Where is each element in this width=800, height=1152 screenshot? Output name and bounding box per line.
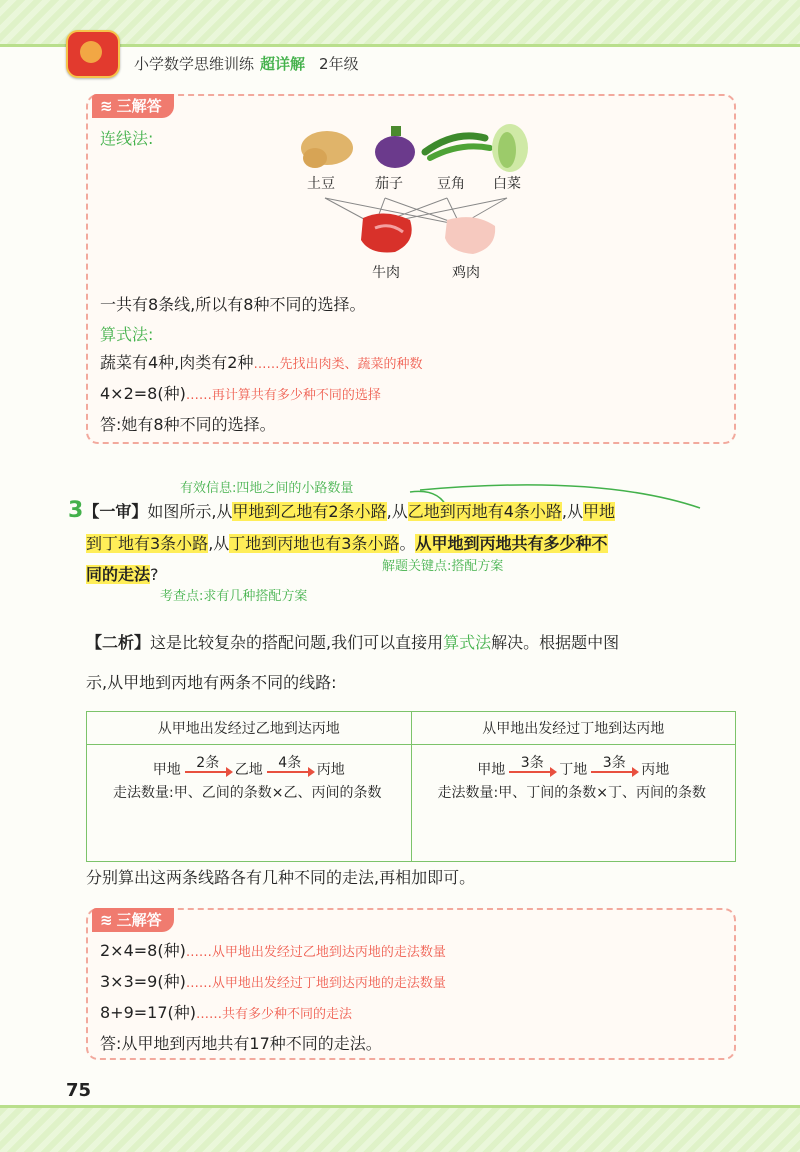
problem-number: 3 — [68, 498, 84, 523]
answer-badge: ≋ 三解答 — [92, 908, 174, 932]
review-tag: 【一审】 — [83, 502, 148, 521]
footer-band — [0, 1105, 800, 1152]
annotation-info: 有效信息:四地之间的小路数量 — [180, 481, 354, 496]
route-cell-1: 甲地 2条 乙地 4条 丙地 走法数量:甲、乙间的条数×乙、丙间的条数 — [87, 745, 412, 862]
problem-line-2: 到丁地有3条小路,从丁地到丙地也有3条小路。从甲地到丙地共有多少种不 — [86, 534, 608, 553]
annotation-key: 解题关键点:搭配方案 — [382, 559, 504, 574]
step2-line: 4×2=8(种)……再计算共有多少种不同的选择 — [100, 384, 381, 403]
wave-icon: ≋ — [100, 97, 113, 115]
cabbage-image — [492, 124, 528, 172]
wave-icon: ≋ — [100, 911, 113, 929]
problem-line-3: 同的走法? — [86, 565, 159, 584]
answer2-final: 答:从甲地到丙地共有17种不同的走法。 — [100, 1034, 382, 1053]
grade-label: 2年级 — [319, 55, 359, 73]
step1-line: 蔬菜有4种,肉类有2种……先找出肉类、蔬菜的种数 — [100, 353, 423, 372]
beef-image — [361, 213, 412, 252]
veg-label-potato: 土豆 — [307, 176, 335, 192]
answer1-line: 答:她有8种不同的选择。 — [100, 415, 276, 434]
arrow-icon: 4条 — [267, 755, 313, 779]
answer-badge: ≋ 三解答 — [92, 94, 174, 118]
problem-line-1: 3【一审】如图所示,从甲地到乙地有2条小路,从乙地到丙地有4条小路,从甲地 — [68, 498, 615, 523]
book-title: 小学数学思维训练 — [134, 55, 255, 73]
veg-label-eggplant: 茄子 — [375, 176, 403, 192]
eggplant-image — [375, 126, 415, 168]
route-header-2: 从甲地出发经过丁地到达丙地 — [411, 712, 736, 745]
book-accent: 超详解 — [260, 55, 306, 73]
arrow-icon: 3条 — [509, 755, 555, 779]
answer2-step3: 8+9=17(种)……共有多少种不同的走法 — [100, 1003, 353, 1022]
summary-line: 一共有8条线,所以有8种不同的选择。 — [100, 295, 366, 314]
route-method-1: 走法数量:甲、乙间的条数×乙、丙间的条数 — [113, 785, 382, 801]
veg-label-cabbage: 白菜 — [493, 176, 521, 192]
analysis-line-2: 示,从甲地到丙地有两条不同的线路: — [86, 673, 337, 692]
step2-note: ……再计算共有多少种不同的选择 — [185, 388, 381, 403]
annotation-exam: 考查点:求有几种搭配方案 — [160, 589, 308, 604]
analysis-tag: 【二析】 — [86, 633, 151, 652]
route-cell-2: 甲地 3条 丁地 3条 丙地 走法数量:甲、丁间的条数×丁、丙间的条数 — [411, 745, 736, 862]
arrow-icon: 2条 — [185, 755, 231, 779]
step1-note: ……先找出肉类、蔬菜的种数 — [253, 357, 423, 372]
potato-image — [301, 131, 353, 168]
analysis-conclusion: 分别算出这两条线路各有几种不同的走法,再相加即可。 — [86, 868, 476, 887]
chicken-image — [445, 217, 495, 254]
analysis-line-1: 【二析】这是比较复杂的搭配问题,我们可以直接用算式法解决。根据题中图 — [86, 633, 620, 652]
bean-image — [425, 136, 490, 158]
page-number: 75 — [66, 1080, 92, 1101]
method1-label: 连线法: — [100, 129, 154, 148]
food-matching-diagram — [285, 120, 545, 290]
veg-label-bean: 豆角 — [437, 176, 465, 192]
meat-label-beef: 牛肉 — [372, 265, 400, 281]
route-method-2: 走法数量:甲、丁间的条数×丁、丙间的条数 — [437, 785, 706, 801]
arrow-icon: 3条 — [591, 755, 637, 779]
book-logo — [66, 30, 120, 78]
answer2-step2: 3×3=9(种)……从甲地出发经过丁地到达丙地的走法数量 — [100, 972, 446, 991]
routes-table — [86, 711, 736, 862]
meat-label-chicken: 鸡肉 — [452, 265, 480, 281]
method2-label: 算式法: — [100, 325, 154, 344]
page-header — [134, 53, 359, 74]
answer2-step1: 2×4=8(种)……从甲地出发经过乙地到达丙地的走法数量 — [100, 941, 446, 960]
route-header-1: 从甲地出发经过乙地到达丙地 — [87, 712, 412, 745]
header-band — [0, 0, 800, 47]
